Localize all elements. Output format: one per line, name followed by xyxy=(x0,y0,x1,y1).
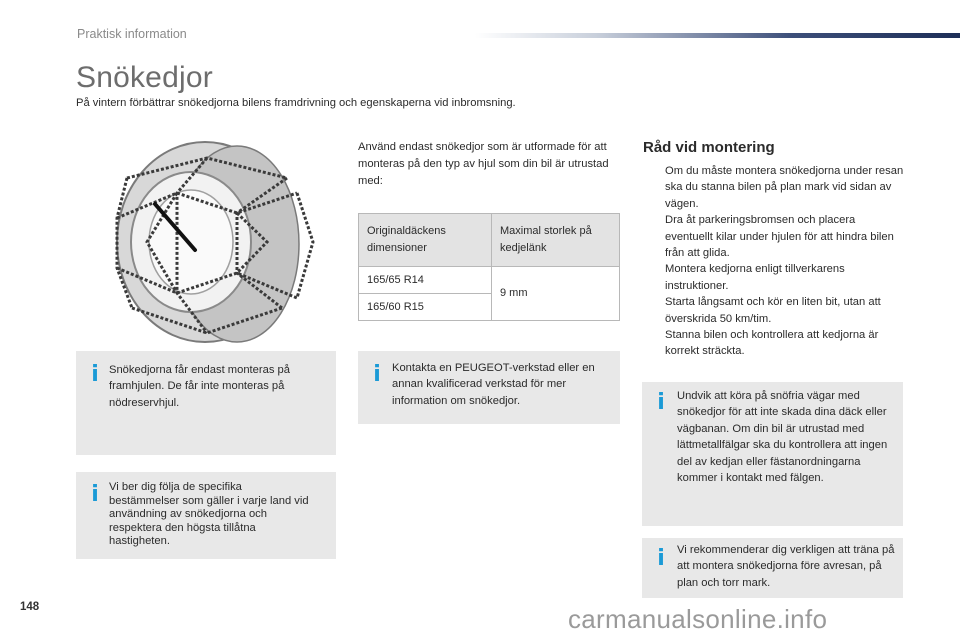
table-cell-tire-size: 165/60 R15 xyxy=(359,294,492,321)
section-header: Praktisk information xyxy=(77,27,187,41)
page-title: Snökedjor xyxy=(76,61,213,94)
list-item xyxy=(643,163,905,212)
list-item xyxy=(643,261,905,294)
table-header-cell: Originaldäckens dimensioner xyxy=(359,214,492,267)
table-cell-tire-size: 165/65 R14 xyxy=(359,267,492,294)
table-header-cell: Maximal storlek på kedjelänk xyxy=(492,214,620,267)
tip-text: Montera kedjorna enligt tillverkarens instruktioner. xyxy=(665,263,845,292)
tip-text: Dra åt parkeringsbromsen och placera eventuellt kilar under hjulen för att hindra bilen från att glida. xyxy=(665,214,894,260)
chain-type-instruction: Använd endast snökedjor som är utformade för att monteras på den typ av hjul som din bil är utrustad med: xyxy=(358,141,609,187)
info-icon: i xyxy=(91,362,99,387)
list-item xyxy=(643,294,905,327)
page-number: 148 xyxy=(20,601,40,613)
info-box-avoid-snowfree-roads xyxy=(642,382,903,526)
info-icon: i xyxy=(657,546,665,571)
table-row xyxy=(359,267,620,294)
list-item xyxy=(643,327,905,360)
chain-size-table xyxy=(358,213,620,321)
info-box-front-wheels xyxy=(76,351,336,455)
table-cell-link-size: 9 mm xyxy=(492,267,620,321)
snow-chain-wheel-illustration xyxy=(87,138,336,347)
info-box-practice xyxy=(642,538,903,598)
mounting-heading: Råd vid montering xyxy=(643,139,775,156)
info-icon: i xyxy=(91,482,99,507)
header-accent-bar xyxy=(475,33,960,38)
info-icon: i xyxy=(657,390,665,415)
table-header-row xyxy=(359,214,620,267)
info-icon: i xyxy=(373,362,381,387)
tip-text: Starta långsamt och kör en liten bit, utan att överskrida 50 km/tim. xyxy=(665,296,881,325)
tip-text: Om du måste montera snökedjorna under resan ska du stanna bilen på plan mark vid sidan av vägen. xyxy=(665,165,904,210)
info-box-regulations xyxy=(76,472,336,559)
intro-text: På vintern förbättrar snökedjorna bilens framdrivning och egenskaperna vid inbromsning. xyxy=(76,97,516,109)
mounting-tips-list xyxy=(643,163,905,360)
tip-text: Stanna bilen och kontrollera att kedjorna är korrekt sträckta. xyxy=(665,329,879,358)
info-box-workshop xyxy=(358,351,620,424)
info-text: Snökedjorna får endast monteras på framhjulen. De får inte monteras på nödreservhjul. xyxy=(109,364,290,409)
list-item xyxy=(643,212,905,261)
info-text: Vi rekommenderar dig verkligen att träna på att montera snökedjorna före avresan, på plan och torr mark. xyxy=(677,544,895,589)
watermark: carmanualsonline.info xyxy=(568,604,828,634)
info-text: Vi ber dig följa de specifika bestämmelser som gäller i varje land vid användning av snökedjorna och respektera den högsta tillåtna hastigheten. xyxy=(109,481,309,548)
info-text: Kontakta en PEUGEOT-verkstad eller en annan kvalificerad verkstad för mer information om snökedjor. xyxy=(392,362,595,407)
info-text: Undvik att köra på snöfria vägar med snökedjor för att inte skada dina däck eller vägbanan. Om din bil är utrustad med lättmetallfälgar ska du kontrollera att ingen del av kedjan eller fästanordningarna kommer i kontakt med fälgen. xyxy=(677,390,888,485)
